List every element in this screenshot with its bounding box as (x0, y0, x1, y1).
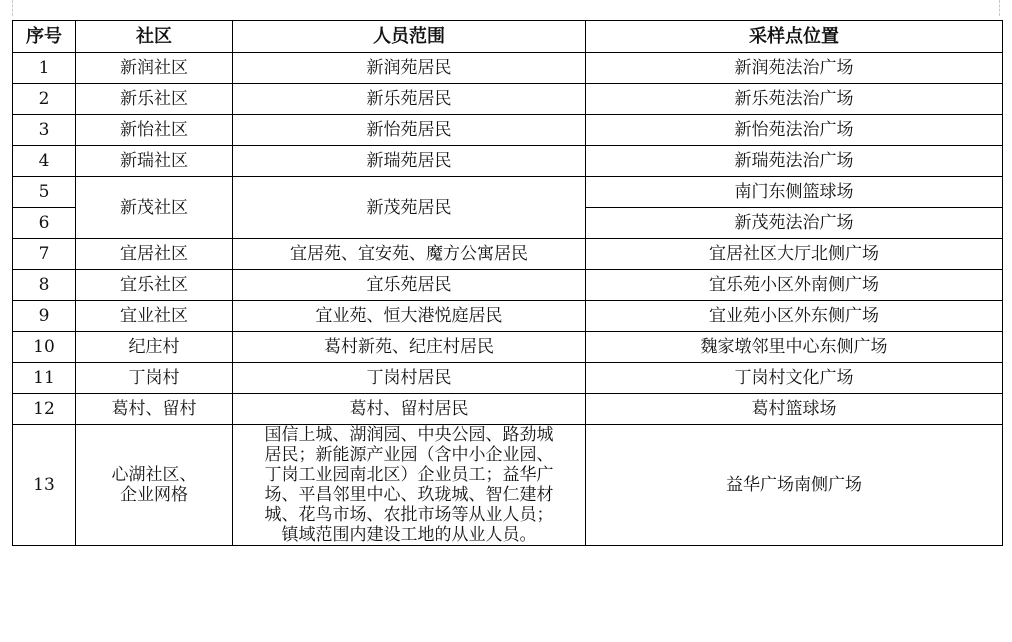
row-scope: 宜居苑、宜安苑、魔方公寓居民 (233, 239, 586, 270)
row-community: 新瑞社区 (76, 146, 233, 177)
community-line: 企业网格 (120, 485, 188, 505)
table-row (13, 394, 1003, 425)
table-header-row (13, 21, 1003, 53)
table-row (13, 239, 1003, 270)
row-number: 7 (13, 239, 76, 270)
row-scope: 丁岗村居民 (233, 363, 586, 394)
column-header-community: 社区 (76, 21, 233, 53)
page-edge-guide (12, 0, 1000, 16)
column-header-scope: 人员范围 (233, 21, 586, 53)
scope-line: 镇域范围内建设工地的从业人员。 (281, 525, 537, 545)
row-scope: 新茂苑居民 (233, 177, 586, 239)
table-row (13, 363, 1003, 394)
row-number: 12 (13, 394, 76, 425)
row-number: 9 (13, 301, 76, 332)
row-scope: 新润苑居民 (233, 53, 586, 84)
scope-line: 国信上城、湖润园、中央公园、路劲城 (264, 425, 554, 445)
row-scope: 葛村、留村居民 (233, 394, 586, 425)
row-scope: 宜业苑、恒大港悦庭居民 (233, 301, 586, 332)
row-site: 宜居社区大厅北侧广场 (586, 239, 1003, 270)
row-number: 4 (13, 146, 76, 177)
row-site: 新茂苑法治广场 (586, 208, 1003, 239)
table-row (13, 177, 1003, 208)
row-community: 新乐社区 (76, 84, 233, 115)
row-scope (233, 425, 586, 546)
row-site: 魏家墩邻里中心东侧广场 (586, 332, 1003, 363)
row-site: 新瑞苑法治广场 (586, 146, 1003, 177)
row-site: 新润苑法治广场 (586, 53, 1003, 84)
row-site: 葛村篮球场 (586, 394, 1003, 425)
row-number: 2 (13, 84, 76, 115)
row-site: 丁岗村文化广场 (586, 363, 1003, 394)
community-line: 心湖社区、 (111, 465, 197, 485)
table-row (13, 332, 1003, 363)
row-scope: 宜乐苑居民 (233, 270, 586, 301)
row-site: 南门东侧篮球场 (586, 177, 1003, 208)
table-row (13, 53, 1003, 84)
row-community: 新润社区 (76, 53, 233, 84)
scope-line: 丁岗工业园南北区）企业员工；益华广 (264, 465, 554, 485)
column-header-site: 采样点位置 (586, 21, 1003, 53)
row-community: 宜业社区 (76, 301, 233, 332)
row-scope: 葛村新苑、纪庄村居民 (233, 332, 586, 363)
row-community: 纪庄村 (76, 332, 233, 363)
row-number: 6 (13, 208, 76, 239)
scope-line: 居民；新能源产业园（含中小企业园、 (264, 445, 554, 465)
row-number: 5 (13, 177, 76, 208)
row-site: 新怡苑法治广场 (586, 115, 1003, 146)
row-scope: 新瑞苑居民 (233, 146, 586, 177)
table-row (13, 425, 1003, 546)
table-row (13, 84, 1003, 115)
row-number: 8 (13, 270, 76, 301)
row-site: 宜业苑小区外东侧广场 (586, 301, 1003, 332)
row-community: 新茂社区 (76, 177, 233, 239)
sampling-site-table (12, 20, 1003, 546)
row-scope: 新怡苑居民 (233, 115, 586, 146)
row-community: 宜居社区 (76, 239, 233, 270)
table-row (13, 115, 1003, 146)
row-site: 益华广场南侧广场 (586, 425, 1003, 546)
table-row (13, 146, 1003, 177)
row-site: 新乐苑法治广场 (586, 84, 1003, 115)
column-header-number: 序号 (13, 21, 76, 53)
row-community: 丁岗村 (76, 363, 233, 394)
row-site: 宜乐苑小区外南侧广场 (586, 270, 1003, 301)
row-number: 13 (13, 425, 76, 546)
scope-line: 场、平昌邻里中心、玖珑城、智仁建材 (264, 485, 554, 505)
row-number: 11 (13, 363, 76, 394)
row-community: 宜乐社区 (76, 270, 233, 301)
row-community: 新怡社区 (76, 115, 233, 146)
row-number: 3 (13, 115, 76, 146)
table-row (13, 301, 1003, 332)
row-scope: 新乐苑居民 (233, 84, 586, 115)
row-community: 葛村、留村 (76, 394, 233, 425)
row-number: 1 (13, 53, 76, 84)
table-row (13, 270, 1003, 301)
row-community (76, 425, 233, 546)
row-number: 10 (13, 332, 76, 363)
scope-line: 城、花鸟市场、农批市场等从业人员； (264, 505, 554, 525)
